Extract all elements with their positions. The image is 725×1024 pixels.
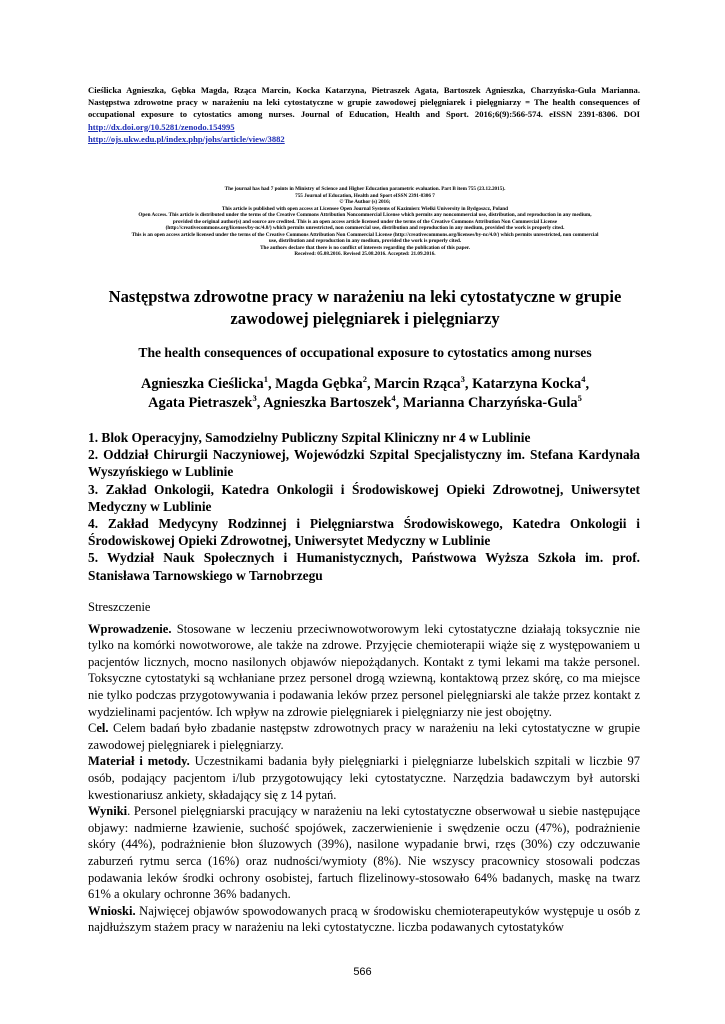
abstract-label-results: Wyniki bbox=[88, 804, 128, 819]
author-affiliation-mark: 2 bbox=[362, 374, 367, 385]
abstract-label-introduction: Wprowadzenie. bbox=[88, 621, 172, 636]
abstract-paragraph-aim bbox=[88, 720, 640, 753]
author-affiliation-mark: 1 bbox=[263, 374, 268, 385]
abstract-text-results: . Personel pielęgniarski pracujący w narażeniu na leki cytostatyczne obserwował u siebie następujące objawy: nadmierne łzawienie, suchość spojówek, zaczerwienienie i swędzenie oczu (47%), podrażnienie skóry (44%), podrażnienie błon śluzowych (39%), nasilone wypadanie brwi, rzęs (30%) czy odczuwanie zaburzeń rytmu serca (16%) oraz nudności/wymioty (8%). Nie wszyscy pracownicy stosowali podczas podawania leków środki ochrony osobistej, fartuch flizelinowy-stosowało 64% badanych, maskę na twarz 61% a okulary ochronne 36% badanych. bbox=[88, 804, 640, 902]
abstract-text-conclusions: Najwięcej objawów spowodowanych pracą w środowisku chemioterapeutyków występuje u osób z najdłuższym stażem pracy w narażeniu na leki cytostatyczne. liczba podawanych cytostatyków bbox=[88, 903, 640, 935]
author-separator: , bbox=[366, 376, 375, 392]
author-affiliation-mark: 4 bbox=[391, 393, 396, 404]
journal-info-line: This is an open access article licensed under the terms of the Creative Commons Attribution Non Commercial License (http://creativecommons.org/licenses/by-nc/4.0/) which permits unrestricted, non commercial bbox=[131, 231, 599, 238]
abstract-text-aim: Celem badań było zbadanie następstw zdrowotnych pracy w narażeniu na leki cytostatyczne w grupie zawodowej pielęgniarek i pielęgniarzy. bbox=[88, 721, 640, 752]
abstract-section bbox=[88, 599, 640, 936]
citation-text: Cieślicka Agnieszka, Gębka Magda, Rząca Marcin, Kocka Katarzyna, Pietraszek Agata, Bartoszek Agnieszka, Charzyńska-Gula Marianna. Następstwa zdrowotne pracy w narażeniu na leki cytostatyczne w grupie zawodowej pielęgniarek i pielęgniarzy = The health consequences of occupational exposure to cytostatics among nurses. Journal of Education, Health and Sport. 2016;6(9):566-574. eISSN 2391-8306. DOI bbox=[88, 85, 640, 120]
abstract-heading: Streszczenie bbox=[88, 600, 151, 614]
author-name: Katarzyna Kocka bbox=[472, 376, 582, 392]
journal-info-line: This article is published with open access at Licensee Open Journal Systems of Kazimierz Wielki University in Bydgoszcz, Poland bbox=[221, 205, 509, 212]
author-affiliation-mark: 3 bbox=[252, 393, 257, 404]
journal-info bbox=[60, 186, 670, 258]
abstract-label-aim: el. bbox=[96, 721, 109, 736]
abstract-label-aim-first-letter: C bbox=[88, 721, 97, 736]
affiliation-list bbox=[88, 429, 640, 584]
abstract-label-conclusions: Wnioski. bbox=[88, 903, 136, 918]
journal-info-line: The authors declare that there is no conflict of interests regarding the publication of this paper. bbox=[260, 244, 470, 251]
title-english: The health consequences of occupational exposure to cytostatics among nurses bbox=[138, 345, 592, 360]
journal-info-line: (http://creativecommons.org/licenses/by-nc/4.0/) which permits unrestricted, non commercial use, distribution and reproduction in any medium, provided the work is properly cited. bbox=[165, 225, 565, 232]
abstract-paragraph-methods bbox=[88, 753, 640, 803]
abstract-text-methods: Uczestnikami badania były pielęgniarki i pielęgniarze lubelskich szpitali w liczbie 97 osób, podający pacjentom i/lub przygotowujący leki cytostatyczne. Narzędzia badawczym był autorski kwestionariusz ankiety, składający się z 14 pytań. bbox=[88, 754, 640, 802]
citation-block bbox=[88, 84, 640, 145]
journal-info-line: Received: 05.08.2016. Revised 25.08.2016. Accepted: 21.09.2016. bbox=[294, 251, 436, 258]
journal-info-line: © The Author (s) 2016; bbox=[339, 199, 391, 206]
affiliation-item: 4. Zakład Medycyny Rodzinnej i Pielęgniarstwa Środowiskowego, Katedra Onkologii i Środowiskowej Opieki Zdrowotnej, Uniwersytet Medyczny w Lublinie bbox=[88, 516, 640, 549]
author-affiliation-mark: 5 bbox=[577, 393, 582, 404]
article-url-link[interactable]: http://ojs.ukw.edu.pl/index.php/johs/article/view/3882 bbox=[88, 133, 285, 144]
doi-link[interactable]: http://dx.doi.org/10.5281/zenodo.154995 bbox=[88, 121, 235, 132]
title-polish: Następstwa zdrowotne pracy w narażeniu na leki cytostatyczne w grupie zawodowej pielęgniarek i pielęgniarzy bbox=[108, 287, 622, 328]
abstract-label-methods: Materiał i metody. bbox=[88, 754, 190, 769]
abstract-paragraph-introduction bbox=[88, 621, 640, 721]
author-name: Agnieszka Cieślicka bbox=[140, 376, 264, 392]
author-name: Agata Pietraszek bbox=[148, 395, 253, 411]
affiliation-item: 2. Oddział Chirurgii Naczyniowej, Wojewódzki Szpital Specjalistyczny im. Stefana Kardynała Wyszyńskiego w Lublinie bbox=[88, 447, 640, 480]
author-name: Magda Gębka bbox=[275, 376, 363, 392]
journal-info-line: provided the original author(s) and source are credited. This is an open access article licensed under the terms of the Creative Commons Attribution Non Commercial License bbox=[172, 218, 558, 225]
author-separator: , bbox=[267, 376, 276, 392]
affiliation-item: 5. Wydział Nauk Społecznych i Humanistycznych, Państwowa Wyższa Szkoła im. prof. Stanisława Tarnowskiego w Tarnobrzegu bbox=[88, 550, 640, 583]
journal-info-line: The journal has had 7 points in Ministry of Science and Higher Education parametric evaluation. Part B item 755 (23.12.2015). bbox=[224, 186, 506, 192]
author-separator: , bbox=[256, 395, 264, 411]
author-affiliation-mark: 3 bbox=[460, 374, 465, 385]
author-list bbox=[80, 375, 650, 413]
author-name: Marcin Rząca bbox=[374, 376, 461, 392]
journal-info-line: use, distribution and reproduction in any medium, provided the work is properly cited. bbox=[268, 238, 462, 245]
affiliation-item: 1. Blok Operacyjny, Samodzielny Publiczny Szpital Kliniczny nr 4 w Lublinie bbox=[88, 430, 531, 445]
page-number: 566 bbox=[353, 966, 372, 978]
abstract-paragraph-results bbox=[88, 803, 640, 903]
affiliation-item: 3. Zakład Onkologii, Katedra Onkologii i Środowiskowej Opieki Zdrowotnej, Uniwersytet Medyczny w Lublinie bbox=[88, 481, 640, 514]
journal-info-line: Open Access. This article is distributed under the terms of the Creative Commons Attribution Noncommercial License which permits any noncommercial use, distribution, and reproduction in any medium, bbox=[138, 212, 592, 219]
author-separator: , bbox=[585, 376, 590, 392]
abstract-text-introduction: Stosowane w leczeniu przeciwnowotworowym leki cytostatyczne działają toksycznie nie tylko na komórki nowotworowe, ale także na zdrowe. Przyjęcie chemioterapii wiąże się z występowaniem u pacjentów licznych, mocno nasilonych objawów niepożądanych. Kontakt z tymi lekami ma także personel. Toksyczne cytostatyki są wchłaniane przez personel drogą wziewną, kontaktową przez skórę, co ma miejsce nie tylko podczas przygotowywania i podawania leków przez personel pielęgniarski ale także przez kontakt z wydzielinami pacjentów. Ich wpływ na zdrowie pielęgniarek i pielęgniarzy nie jest obojętny. bbox=[88, 621, 640, 719]
author-separator: , bbox=[395, 395, 403, 411]
author-separator: , bbox=[464, 376, 473, 392]
author-affiliation-mark: 4 bbox=[581, 374, 586, 385]
journal-info-line: 755 Journal of Education, Health and Sport eISSN 2391-8306 7 bbox=[295, 192, 435, 199]
author-name: Agnieszka Bartoszek bbox=[263, 395, 392, 411]
author-name: Marianna Charzyńska-Gula bbox=[402, 395, 578, 411]
abstract-paragraph-conclusions bbox=[88, 903, 640, 936]
